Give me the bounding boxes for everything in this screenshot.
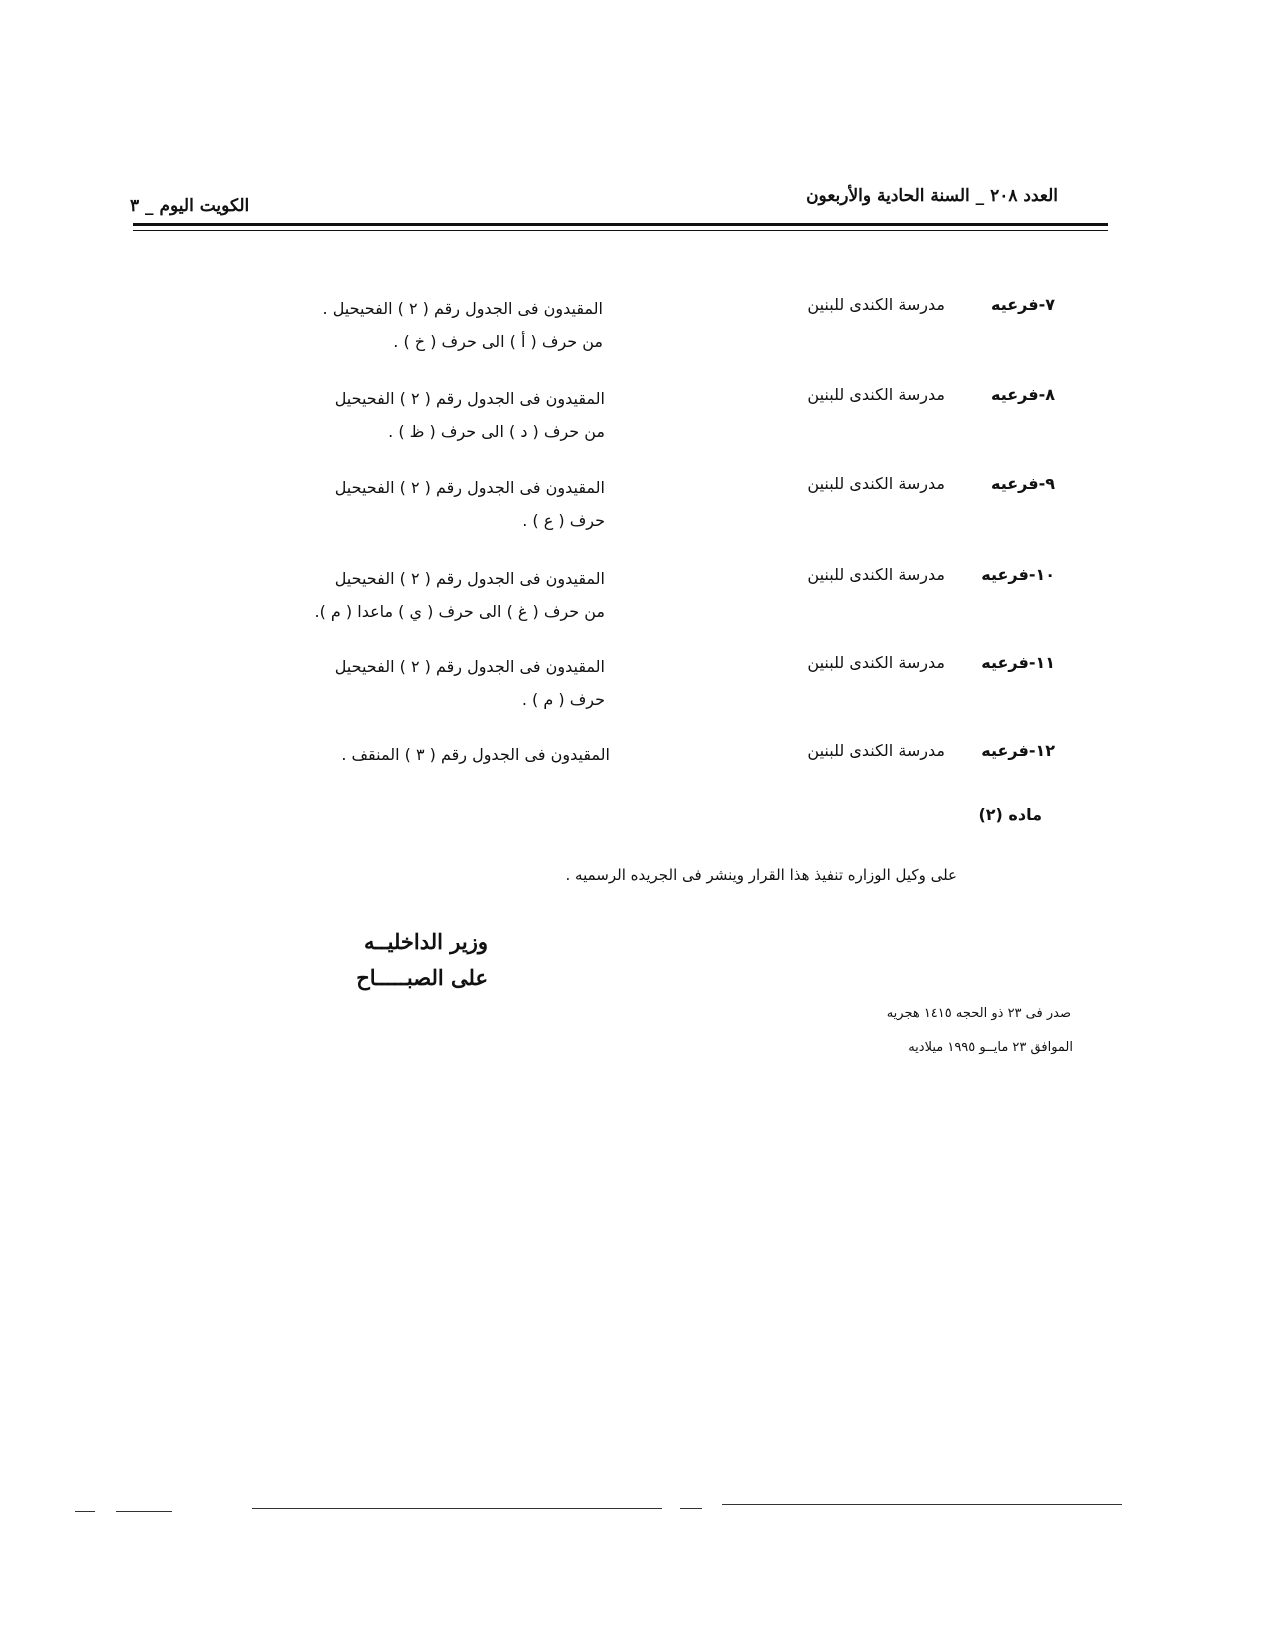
branch-label: ٩-فرعيه [991,474,1055,493]
assignment-description [335,471,605,537]
school-name: مدرسة الكندى للبنين [807,385,945,404]
school-name: مدرسة الكندى للبنين [807,565,945,584]
article-heading: ماده (٢) [978,805,1042,824]
branch-label: ١١-فرعيه [981,653,1055,672]
signature-name: على الصبـــــاح [356,965,488,990]
footer-rule [680,1508,702,1509]
publication-title: الكويت اليوم _ ٣ [130,196,250,216]
branch-label: ١٢-فرعيه [981,741,1055,760]
description-line: المقيدون فى الجدول رقم ( ٢ ) الفحيحيل [334,657,605,676]
issue-info: العدد ٢٠٨ _ السنة الحادية والأربعون [806,186,1058,206]
description-line: من حرف ( أ ) الى حرف ( خ ) . [393,332,603,351]
school-name: مدرسة الكندى للبنين [807,295,945,314]
description-line: حرف ( م ) . [521,690,605,709]
description-line: من حرف ( غ ) الى حرف ( ي ) ماعدا ( م ). [314,602,605,621]
assignment-description [335,650,605,716]
footer-rule [116,1511,172,1512]
school-name: مدرسة الكندى للبنين [807,741,945,760]
description-line: المقيدون فى الجدول رقم ( ٢ ) الفحيحيل [334,389,605,408]
assignment-description [315,562,605,628]
assignment-description [341,738,610,771]
school-name: مدرسة الكندى للبنين [807,474,945,493]
branch-label: ١٠-فرعيه [981,565,1055,584]
branch-label: ٨-فرعيه [991,385,1055,404]
signature-title: وزير الداخليــه [364,929,488,954]
school-name: مدرسة الكندى للبنين [807,653,945,672]
description-line: المقيدون فى الجدول رقم ( ٣ ) المنقف . [341,745,610,764]
footer-rule [75,1511,95,1512]
assignment-description [323,292,603,358]
gregorian-date: الموافق ٢٣ مايــو ١٩٩٥ ميلاديه [908,1040,1073,1055]
description-line: المقيدون فى الجدول رقم ( ٢ ) الفحيحيل . [322,299,603,318]
description-line: حرف ( ع ) . [522,511,605,530]
hijri-date: صدر فى ٢٣ ذو الحجه ١٤١٥ هجريه [886,1006,1071,1021]
description-line: من حرف ( د ) الى حرف ( ظ ) . [388,422,605,441]
header-rule [133,223,1108,226]
footer-rule [722,1504,1122,1505]
article-text: على وكيل الوزاره تنفيذ هذا القرار وينشر فى الجريده الرسميه . [565,866,957,884]
header-rule-thin [133,230,1108,231]
description-line: المقيدون فى الجدول رقم ( ٢ ) الفحيحيل [334,569,605,588]
description-line: المقيدون فى الجدول رقم ( ٢ ) الفحيحيل [334,478,605,497]
footer-rule [252,1508,662,1509]
branch-label: ٧-فرعيه [991,295,1055,314]
assignment-description [335,382,605,448]
